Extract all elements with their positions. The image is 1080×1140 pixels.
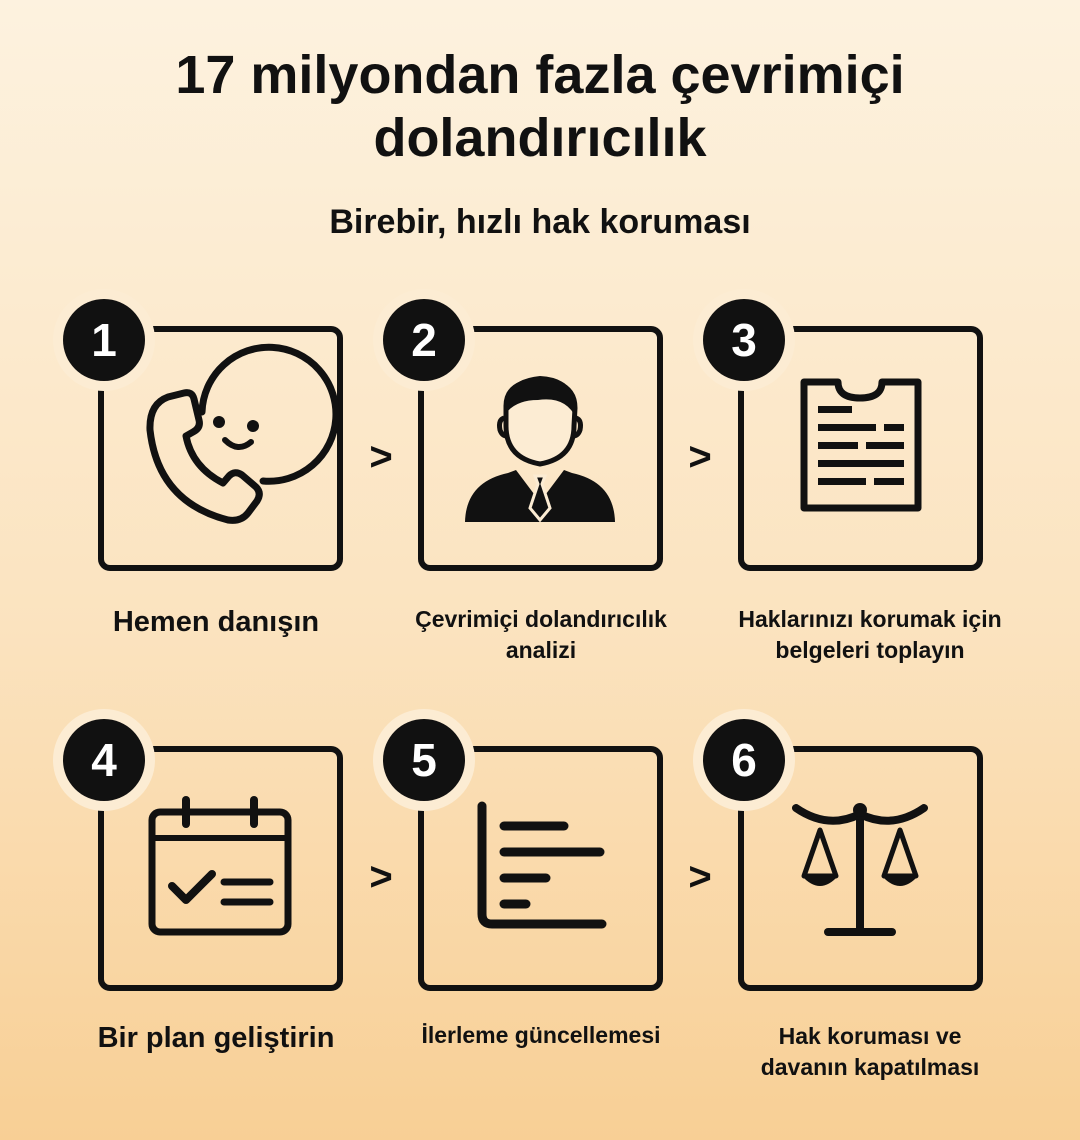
page-subtitle: Birebir, hızlı hak koruması — [329, 203, 751, 241]
step-3-label-line-1: Haklarınızı korumak için — [738, 606, 1002, 632]
step-number-badge: 4 — [63, 719, 145, 801]
title-line-2: dolandırıcılık — [373, 108, 707, 168]
step-3-label-line-2: belgeleri toplayın — [775, 637, 965, 663]
step-number-badge: 6 — [703, 719, 785, 801]
arrow-2-3: > — [688, 435, 712, 479]
arrow-4-5: > — [369, 855, 393, 899]
step-2-label-line-1: Çevrimiçi dolandırıcılık — [415, 606, 667, 632]
step-6-card — [731, 734, 983, 991]
step-4-card — [91, 734, 343, 991]
step-4-label: Bir plan geliştirin — [97, 1022, 335, 1054]
step-2-card — [411, 314, 663, 571]
step-number-badge: 5 — [383, 719, 465, 801]
title-line-1: 17 milyondan fazla çevrimiçi — [175, 45, 905, 105]
step-6-label — [705, 1021, 1035, 1083]
step-5-card — [411, 734, 663, 991]
step-6-label-line-2: davanın kapatılması — [760, 1054, 980, 1080]
step-1-card — [91, 314, 343, 571]
step-number-badge: 1 — [63, 299, 145, 381]
step-3-card — [731, 314, 983, 571]
step-number-badge: 2 — [383, 299, 465, 381]
arrow-1-2: > — [369, 435, 393, 479]
step-2-label-line-2: analizi — [505, 637, 577, 663]
page-title — [0, 44, 1080, 170]
step-2-label — [376, 604, 706, 666]
step-number-badge: 3 — [703, 299, 785, 381]
step-1-label: Hemen danışın — [112, 606, 320, 638]
arrow-5-6: > — [688, 855, 712, 899]
step-6-label-line-1: Hak koruması ve — [778, 1023, 962, 1049]
step-5-label: İlerleme güncellemesi — [421, 1022, 661, 1048]
step-3-label — [705, 604, 1035, 666]
